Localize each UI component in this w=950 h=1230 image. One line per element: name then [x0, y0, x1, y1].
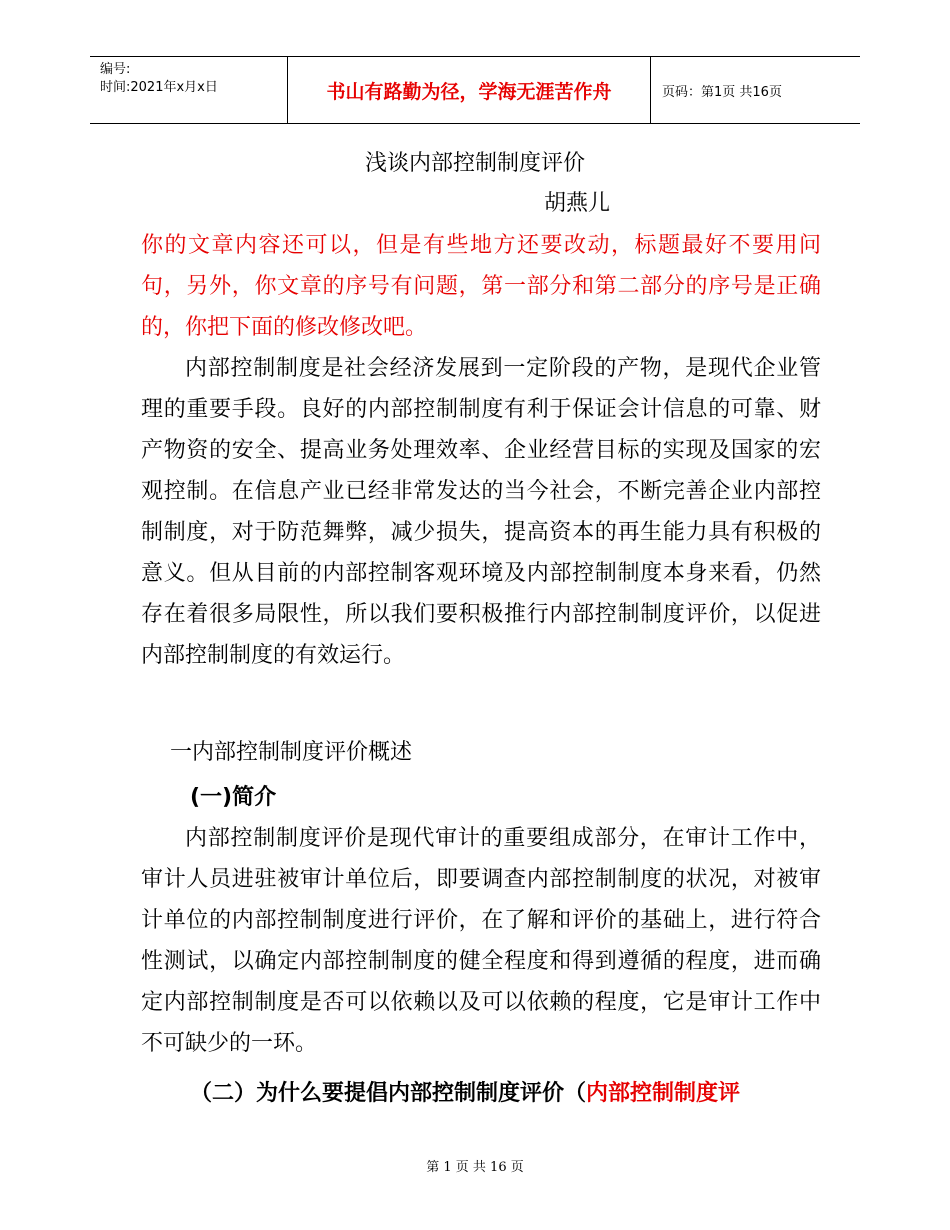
time-label: 时间:2021年x月x日 [100, 80, 218, 95]
document-title: 浅谈内部控制制度评价 [364, 151, 585, 176]
subsection-heading-2 [190, 1073, 740, 1114]
header-divider [650, 57, 651, 123]
subsection-heading-2-red: 内部控制制度评 [586, 1081, 741, 1106]
subsection-heading-2-text: （二）为什么要提倡内部控制制度评价（ [190, 1081, 587, 1106]
header-motto: 书山有路勤为径，学海无涯苦作舟 [326, 80, 612, 103]
body-paragraph: 内部控制制度评价是现代审计的重要组成部分，在审计工作中，审计人员进驻被审计单位后，即要调查内部控制制度的状况，对被审计单位的内部控制制度进行评价，在了解和评价的基础上，进行符合性测试，以确定内部控制制度的健全程度和得到遵循的程度，进而确定内部控制制度是否可以依赖以及可以依赖的程度，它是审计工作中不可缺少的一环。 [141, 826, 821, 1056]
section-heading: 一内部控制制度评价概述 [170, 740, 413, 765]
code-label: 编号: [100, 62, 131, 77]
header-meta [100, 61, 218, 97]
intro-paragraph: 内部控制制度是社会经济发展到一定阶段的产物，是现代企业管理的重要手段。良好的内部控制制度有利于保证会计信息的可靠、财产物资的安全、提高业务处理效率、企业经营目标的实现及国家的宏观控制。在信息产业已经非常发达的当今社会，不断完善企业内部控制制度，对于防范舞弊，减少损失，提高资本的再生能力具有积极的意义。但从目前的内部控制客观环境及内部控制制度本身来看，仍然存在着很多局限性，所以我们要积极推行内部控制制度评价，以促进内部控制制度的有效运行。 [141, 356, 821, 668]
page-footer: 第 1 页 共 16 页 [426, 1160, 524, 1175]
page-header [90, 56, 860, 124]
header-page-info: 页码：第1页 共16页 [662, 84, 782, 100]
review-comment: 你的文章内容还可以，但是有些地方还要改动，标题最好不要用问句，另外，你文章的序号有问题，第一部分和第二部分的序号是正确的，你把下面的修改修改吧。 [141, 233, 821, 340]
document-author: 胡燕儿 [544, 191, 611, 216]
subsection-heading: (一)简介 [190, 785, 277, 810]
